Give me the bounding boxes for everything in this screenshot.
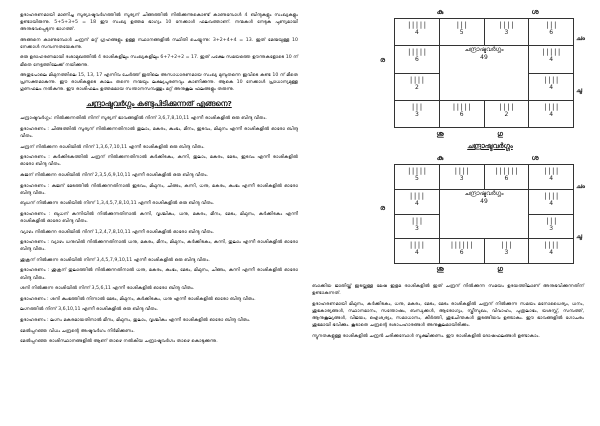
chart2-title: ചന്ദ്രാഷ്ടവർഗ്ഗം [467,142,513,150]
chart2-cell: |||| 4 [395,239,440,264]
example-jupiter: ഉദാഹരണം : വ്യാഴം ധനുവിൽ നിൽക്കുന്നതിനാൽ ധനു, മകരം, മീനം, മിഥുനം, കർക്കിടകം, കന്നി, തുലാം എന്നീ രാശികളിൽ ഓരോ ബിന്ദു വീതം. [20,240,298,253]
chart2-grid [394,164,574,264]
chart2-label-right1: ചം [576,182,585,190]
chart2-cell: ||| 3 [484,239,529,264]
chart2-cell: |||||| 6 [439,239,484,264]
chart1-cell: ||||| 6 [395,46,440,73]
chart2-cell: |||| 4 [529,165,574,190]
chart1-label-top2: ശ [531,8,539,16]
rule-mercury: ബുധന് നിൽക്കുന്ന രാശിയിൽ നിന്ന് 1,3,4,5,7,8,10,11 എന്നീ രാശികളിൽ ഒരു ബിന്ദു വീതം. [20,201,215,207]
chart1-label-top1: കു [436,8,444,16]
chart1-cell: |||| 2 [484,100,529,127]
chart2-label-right2: ചു [576,232,583,240]
chart1-cell: ||||| 4 [395,19,440,46]
chart1-label-right1: ചം [576,34,585,42]
intro-paragraph-3: ഒരു ഉദാഹരണമായി ദശാമുഖത്തിൽ 4 രാശികളിലും സംഖ്യകളിലും 6+7+2+2 = 17. ഇത് പക്ഷേ സമയത്തെ ഊന്നുകളോടെ 10 ന് മീതെ നേട്ടത്തിലേക്ക് നയിക്കുന്നു. [20,55,298,68]
rule-venus: ശുക്രന് നിൽക്കുന്ന രാശിയിൽ നിന്ന് 3,4,5,7,9,10,11 എന്നീ രാശികളിൽ ഒരു ബിന്ദു വീതം. [20,257,210,263]
ashtavarga-chart-2 [380,142,585,276]
chart2-label-top2: ശ [531,154,539,162]
example-mars: ഉദാഹരണം : കുജന് മേടത്തിൽ നിൽക്കുന്നതിനാൽ ഇടവം, മിഥുനം, ചിങ്ങം, കന്നി, ധനു, മകരം, കുംഭം എന്നീ രാശികളിൽ ഓരോ ബിന്ദു വീതം. [20,183,298,196]
chart1-center-value: 49 [480,54,488,62]
rule-jupiter: വ്യാഴം നിൽക്കുന്ന രാശിയിൽ നിന്ന് 1,2,4,7,8,10,11 എന്നീ രാശികളിൽ ഓരോ ബിന്ദു വീതം. [20,229,215,235]
example-venus: ഉദാഹരണം : ശുക്രന് തുലാത്തിൽ നിൽക്കുന്നതിനാൽ ധനു, മകരം, കുംഭം, മേടം, മിഥുനം, ചിങ്ങം, കന്നി എന്നീ രാശികളിൽ ഓരോ ബിന്ദു വീതം. [20,268,298,281]
chart1-center [439,46,529,101]
left-column [20,12,298,349]
chart1-cell: ||||| 4 [529,46,574,73]
chart1-cell: |||| 4 [529,73,574,100]
intro-paragraph-4: അതുപോലെ മിഥുനത്തിലെ 15, 13, 17 എന്നിവ ചേർത്ത് ഇതിലെ അസാധാരണമായ സംഖ്യ മുമ്പുതന്നെ ഇവിടെ കണ്ട 10 ന് മീതെ പ്രസക്തമാകുന്നു. ഈ രാശികളുടെ കാലം തന്നെ നന്മയും ലക്ഷ്യപൂരണവും കാണിക്കുന്നു. ആകെ 10 നേക്കാൾ പ്രാധാന്യമുള്ള ഗുണഫലം നൽകുന്നു. ഈ രാശിഫലം ഉത്തമമായ സന്താനസമ്പത്തും മറ്റ് അനുകൂല ഫലങ്ങളും തരുന്നു. [20,73,298,93]
chart2-cell: |||| 4 [529,189,574,214]
chart2-center-label: ചന്ദ്രാഷ്ടവർഗ്ഗം [464,189,504,197]
closing-line-2: മേൽപ്പറഞ്ഞ രാശിസ്ഥാനങ്ങളിൽ ആണ് താഴെ നൽകിയ ചന്ദ്രാഷ്ടവർഗം താഴെ കൊടുക്കുന്നു. [20,339,218,345]
chart2-label-left1: ര [380,204,386,212]
chart2-cell: ||| 3 [529,214,574,239]
chart2-center [439,189,529,239]
chart2-label-top1: കു [436,154,444,162]
ashtavarga-chart-1 [380,8,585,140]
chart1-cell: ||| 3 [395,100,440,127]
chart2-cell: |||| 3 [439,165,484,190]
chart2-label-bottom1: ശു [436,265,444,273]
right-paragraph-1: ബാക്കിയ ജാതിയ്ക്ക് ഇടയ്ക്കുള്ള മേഷ ഇളമ രാശികളിൽ ഇത് ചന്ദ്രന് നിൽക്കുന്ന സമയം ഉദയത്തിലാണ് അനുഭവിക്കുന്നതിന് ഉണ്ടാകുന്നത്. [312,284,584,297]
chart1-cell: ||||| 6 [439,100,484,127]
chart1-cell: ||| 5 [439,19,484,46]
chart1-grid [394,18,574,128]
chart1-label-bottom2: ഗു [497,130,503,138]
chart1-center-label: ചന്ദ്രാഷ്ടവർഗ്ഗം [464,46,504,54]
chart1-label-right2: ചു [576,86,583,94]
rule-moon: ചന്ദ്രന് നിൽക്കുന്ന രാശിയിൽ നിന്ന് 1,3,6,7,10,11 എന്നീ രാശികളിൽ ഒരു ബിന്ദു വീതം. [20,144,205,150]
rule-sun: ചന്ദ്രാഷ്ടവർഗ്ഗം: നിൽക്കുന്നതിൽ നിന്ന് സൂര്യന് ഭാവങ്ങളിൽ നിന്ന് 3,6,7,8,10,11 എന്നീ രാശികളിൽ ഒരു ബിന്ദു വീതം. [20,116,267,122]
chart1-cell: ||| 6 [529,19,574,46]
section-heading: ചന്ദ്രാഷ്ടവർഗ്ഗം കണ്ടുപിടിക്കുന്നത് എങ്ങനെ? [86,99,232,109]
right-paragraph-3: ന്യൂനതകളുള്ള രാശികളിൽ ചന്ദ്രൻ ചരിക്കുമ്പോൾ സൂക്ഷിക്കണം. ഈ രാശികളിൽ ദോഷഫലങ്ങൾ ഉണ്ടാകാം. [312,333,540,339]
closing-line-1: മേൽപ്പറഞ്ഞ വിധം ചന്ദ്രന്റെ അഷ്ടവർഗം നിർമിക്കണം. [20,328,135,334]
chart1-cell: |||| 4 [529,100,574,127]
chart2-cell: ||| 3 [395,214,440,239]
example-lagna: ഉദാഹരണം : ലഗ്നം മകരമായതിനാൽ മീനം, മിഥുനം, തുലാം, വൃശ്ചികം എന്നീ രാശികളിൽ ഓരോ ബിന്ദു വീതം. [20,317,251,323]
rule-mars: കുജന് നിൽക്കുന്ന രാശിയിൽ നിന്ന് 2,3,5,6,9,10,11 എന്നീ രാശികളിൽ ഒരു ബിന്ദു വീതം. [20,173,209,178]
chart2-cell: |||| 4 [529,239,574,264]
chart2-cell: ||||| 5 [395,165,440,190]
rule-lagna: ലഗ്നത്തിൽ നിന്ന് 3,6,10,11 എന്നീ രാശികളിൽ ഒരു ബിന്ദു വീതം. [20,307,159,313]
right-paragraph-2: ഉദാഹരണമായി മിഥുനം, കർക്കിടകം, ധനു, മകരം, മേടം, മേടം രാശികളിൽ ചന്ദ്രന് നിൽക്കുന്ന സമയം മനോധൈര്യം, ധനം, ശുഭകാര്യങ്ങൾ, സ്ഥാനമാനം, സന്തോഷം, ബന്ധുക്കൾ, ആരോഗ്യം, സ്ത്രീസുഖം, വിവാഹം, പുത്രലാഭം, യശസ്സ്, സമ്പത്ത്, ആനുകൂല്യങ്ങൾ, വിജയം, ഐശ്വര്യം, സമാധാനം, കീർത്തി, ശുഭചിന്തകൾ തുടങ്ങിയവ ഉണ്ടാകും. ഈ ഭാവങ്ങളിൽ ഗോചരം ശുഭമായി ഭവിക്കും. കൂടാതെ ചന്ദ്രന്റെ ദശാപഹാരങ്ങൾ അനുകൂലമായിരിക്കും. [312,301,584,328]
example-saturn: ഉദാഹരണം : ശനി കുംഭത്തിൽ നിന്നാൽ മേടം, മിഥുനം, കർക്കിടകം, ധനു എന്നീ രാശികളിൽ ഓരോ ബിന്ദു വീതം. [20,296,256,302]
chart2-cell: |||||| 6 [484,165,529,190]
chart2-center-value: 49 [480,197,488,205]
chart1-cell: |||| 3 [484,19,529,46]
example-mercury: ഉദാഹരണം : ബുധന് കന്നിയിൽ നിൽക്കുന്നതിനാൽ കന്നി, വൃശ്ചികം, ധനു, മകരം, മീനം, മേടം, മിഥുനം, കർക്കിടകം എന്നീ രാശികളിൽ ഓരോ ബിന്ദു വീതം. [20,211,298,224]
chart1-label-left1: ര [380,56,386,64]
right-text-block [312,283,584,343]
chart2-cell: |||| 4 [395,189,440,214]
chart2-label-bottom2: ഗു [497,265,503,273]
intro-paragraph-1: ഉദാഹരണമായി മാണിച്ച സൂര്യാഷ്ടവർഗത്തിൽ സൂര്യന് ചിങ്ങത്തിൽ നിൽക്കുന്നുകൊണ്ട് കാണുമ്പോൾ 4 ബിന്ദുകളും സംഖ്യകളും ഉണ്ടായിരുന്നു. 5+5+3+5 = 18 ഈ സംഖ്യ ഉത്തമ ഭാഗ്യം 10 നേക്കാൾ ഫലവത്താണ്. നന്മകൾ നേടുക പുണ്യമായി അനുഭവപ്പെടുന്ന ഭാഗത്ത്. [20,13,298,33]
intro-paragraph-2: അങ്ങനെ കാണുമ്പോൾ ചന്ദ്രന് മറ്റ് ഗ്രഹങ്ങളും ഉള്ള സ്ഥാനങ്ങളിൽ സ്ഥിതി ചെയ്യുന്നു: 3+2+4+4 = 13. ഇത് മേന്മയുള്ള 10 നേക്കാൾ സമ്പന്നതയേകുന്നു. [20,37,298,50]
rule-saturn: ശനി നിൽക്കുന്ന രാശിയിൽ നിന്ന് 3,5,6,11 എന്നീ രാശികളിൽ ഓരോ ബിന്ദു വീതം. [20,286,195,292]
example-moon: ഉദാഹരണം : കർക്കിടകത്തിൽ ചന്ദ്രന് നിൽക്കുന്നതിനാൽ കർക്കിടകം, കന്നി, തുലാം, മകരം, മേടം, ഇടവം എന്നീ രാശികളിൽ ഓരോ ബിന്ദു വീതം. [20,155,298,168]
chart1-label-bottom1: ശു [436,130,444,138]
chart1-cell: |||| 2 [395,73,440,100]
example-sun: ഉദാഹരണം : ചിങ്ങത്തിൽ സൂര്യന് നിൽക്കുന്നതിനാൽ തുലാം, മകരം, കുംഭം, മീനം, ഇടവം, മിഥുനം എന്നീ രാശികളിൽ ഓരോ ബിന്ദു വീതം. [20,127,298,140]
